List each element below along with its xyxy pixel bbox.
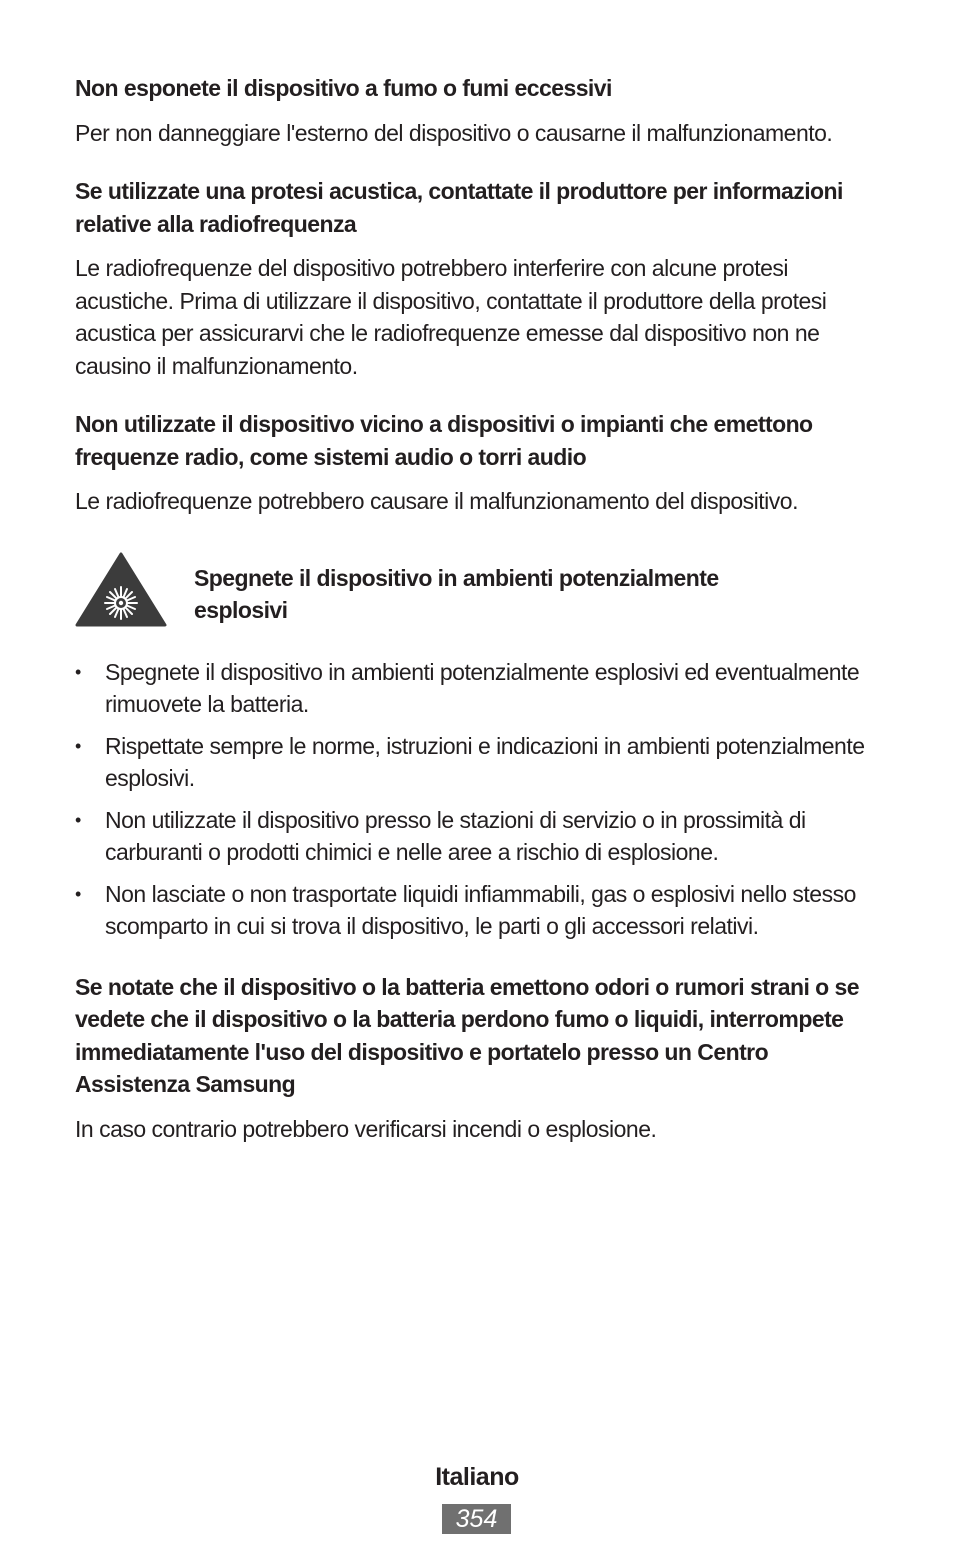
bullet-marker: • — [75, 809, 81, 830]
list-item — [75, 656, 885, 721]
section-heading: Se utilizzate una protesi acustica, contattate il produttore per informazioni relative alla radiofrequenza — [75, 178, 843, 237]
section-smoke — [75, 72, 885, 149]
page-number-badge: 354 — [442, 1504, 511, 1534]
list-item-text: Non utilizzate il dispositivo presso le stazioni di servizio o in prossimità di carburanti o prodotti chimici e nelle aree a rischio di esplosione. — [105, 806, 806, 865]
manual-page — [75, 72, 885, 1171]
section-text: Le radiofrequenze potrebbero causare il malfunzionamento del dispositivo. — [75, 488, 798, 514]
section-battery-smoke — [75, 971, 885, 1146]
list-item-text: Rispettate sempre le norme, istruzioni e indicazioni in ambienti potenzialmente esplosivi. — [105, 732, 865, 791]
bullet-marker: • — [75, 735, 81, 756]
section-text: Le radiofrequenze del dispositivo potrebbero interferire con alcune protesi acustiche. Prima di utilizzare il dispositivo, contattate il produttore della protesi acustica per assicurarvi che le radiofrequenze emesse dal dispositivo non ne causino il malfunzionamento. — [75, 255, 827, 379]
list-item — [75, 804, 885, 869]
list-item-text: Non lasciate o non trasportate liquidi infiammabili, gas o esplosivi nello stesso scomparto in cui si trova il dispositivo, le parti o gli accessori relativi. — [105, 880, 856, 939]
section-text: In caso contrario potrebbero verificarsi incendi o esplosione. — [75, 1115, 657, 1142]
warning-bullet-list — [75, 656, 885, 943]
explosion-warning-icon — [75, 552, 167, 628]
bullet-marker: • — [75, 883, 81, 904]
section-heading: Non esponete il dispositivo a fumo o fumi eccessivi — [75, 75, 612, 101]
list-item-text: Spegnete il dispositivo in ambienti potenzialmente esplosivi ed eventualmente rimuovete la batteria. — [105, 658, 860, 717]
section-heading: Non utilizzate il dispositivo vicino a dispositivi o impianti che emettono frequenze radio, come sistemi audio o torri audio — [75, 411, 813, 470]
section-text: Per non danneggiare l'esterno del dispositivo o causarne il malfunzionamento. — [75, 119, 833, 146]
section-heading: Se notate che il dispositivo o la batteria emettono odori o rumori strani o se vedete che il dispositivo o la batteria perdono fumo o liquidi, interrompete immediatamente l'uso del dispositivo e portatelo presso un Centro Assistenza Samsung — [75, 973, 859, 1097]
section-radio-devices — [75, 408, 885, 518]
section-hearing-aid — [75, 175, 885, 382]
footer-language: Italiano — [435, 1463, 519, 1491]
list-item — [75, 878, 885, 943]
list-item — [75, 730, 885, 795]
explosive-warning-header — [75, 562, 885, 628]
warning-heading: Spegnete il dispositivo in ambienti potenzialmente esplosivi — [194, 564, 719, 623]
bullet-marker: • — [75, 661, 81, 682]
